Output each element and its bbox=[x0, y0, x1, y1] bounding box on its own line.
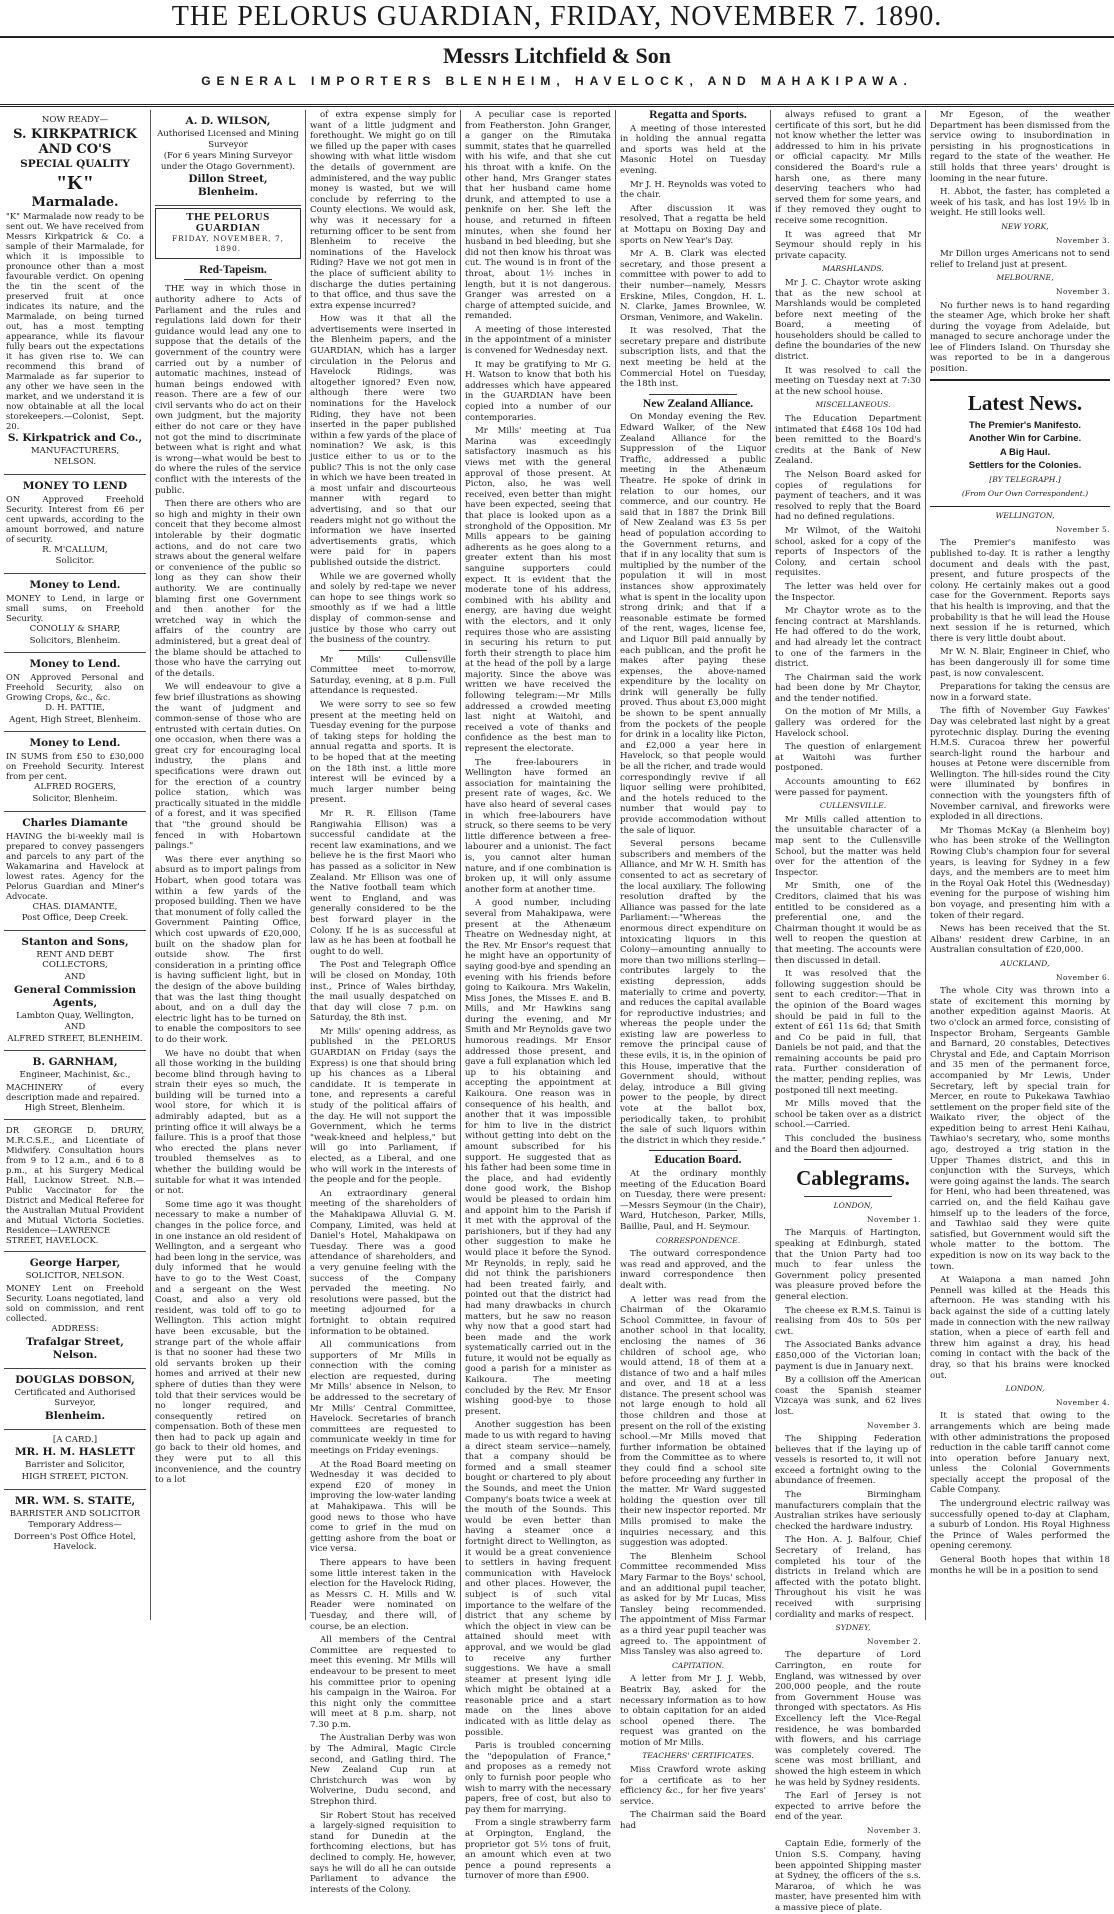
article-paragraph: How was it that all the advertisements were inserted in the Blenheim papers, and the GUARDIAN, which has a larger circulation in the Pelorus and Havelock Ridings, was altogether ignored? Even now, although there were two nominations for the Havelock Riding, they have not been inserted in the paper published within a few yards of the place of nomination? We ask, is this justice either to us or to the public? This is not the only case in which we have been treated in a most unfair and discourteous manner with regard to advertising, and so that our readers might not go without the information we have inserted advertisements gratis, which were paid for in papers published outside the district. bbox=[310, 314, 456, 568]
dateline-city: AUCKLAND, bbox=[1000, 958, 1050, 968]
subsection-label: CORRESPONDENCE. bbox=[655, 1235, 741, 1245]
ad-kicker: NOW READY— bbox=[41, 115, 109, 125]
ad-title: Money to Lend. bbox=[29, 578, 121, 591]
banner-firm-name: Messrs Litchfield & Son bbox=[443, 43, 671, 68]
ad-body: MACHINERY of every description made and repaired. bbox=[6, 1081, 144, 1102]
dateline-city: NEW YORK, bbox=[1001, 221, 1049, 231]
news-item: The Birmingham manufacturers complain that the Australian strikes have seriously checked the hardware industry. bbox=[775, 1490, 921, 1532]
news-item: The Associated Banks advance £850,000 of the Victorian loan; payment is due in January next. bbox=[775, 1340, 921, 1372]
dateline-date: November 5. bbox=[1055, 524, 1110, 534]
news-item: It was resolved that the following suggestion should be sent to each creditor:—That in the opinion of the Board wages should be paid in full to the extent of £61 11s 6d; that Smith and Co be paid in full, that Daniels be not paid, and that the remaining accounts be paid pro rata. Further consideration of the matter, pending replies, was postponed till next meeting. bbox=[775, 969, 921, 1096]
ad-wilson bbox=[155, 110, 301, 206]
ad-address-label: ADDRESS: bbox=[51, 1324, 99, 1335]
article-paragraph: Was there ever anything so absurd as to import palings from Hobart, when good totara was within a few yards of the proposed building. Then we have that monument of folly called the Government Painting Office, which cost upwards of £20,000, built on the shadow plan for outside show. The first consideration in a printing office is having sufficient light, but in the design of the above building that was the last thing thought about, and on a dull day the electric light has to be turned on to enable the compositors to see to do their work. bbox=[155, 854, 301, 1045]
ad-body: DR GEORGE D. DRURY, M.R.C.S.E., and Licentiate of Midwifery. Consultation hours from 9 to 12 a.m., and 6 to 8 p.m., at his Surgery Medical Hall, Lucknow Street. N.B.—Public Vaccinator for the District and Medical Referee for the Australian Mutual Provident and Mutual Victoria Societies. Residence—LAWRENCE STREET, HAVELOCK. bbox=[6, 1125, 144, 1246]
dateline-date: November 6. bbox=[1055, 972, 1110, 982]
news-item: A letter was read from the Chairman of the Okaramio School Committee, in favour of another school in that locality, enclosing the names of 36 children of school age, who would attend, 18 of them at a distance of two and a half miles and over, and 18 at a less distance. The present school was not large enough to hold all those children and those at present on the roll of the existing school.—Mr Mills moved that further information be obtained from the Committee as to where they could find a school site before proceeding any further in the matter. Mr Ward suggested holding the question over till their new inspector reported. Mr Mills promised to make the inquiries necessary, and this suggestion was adopted. bbox=[620, 1294, 766, 1549]
ad-place: Blenheim. bbox=[44, 1409, 106, 1422]
latest-news-header bbox=[930, 379, 1110, 508]
news-item: The Shipping Federation believes that if the laying up of vessels is resorted to, it will not exceed a fortnight owing to the abundance of freemen. bbox=[775, 1434, 921, 1487]
column-rule bbox=[305, 110, 306, 1620]
ad-title: B. GARNHAM, bbox=[32, 1056, 118, 1069]
ad-role: Authorised Licensed and Mining Surveyor bbox=[157, 129, 299, 150]
news-item: The whole City was thrown into a state of excitement this morning by another expedition against Maoris. At two o'clock an armed force, consisting of Inspector Broham, Sergeants Gamble and Barnard, 20 constables, Detectives Chrystal and Ede, and Captain Morrison and 35 men of the permanent force, accompanied by Mr Lewis, Under Secretary, left by special train for Mercer, en route to Pukekawa Tawhiao settlement on the proper field site of the Waikato river, the object of the expedition being to arrest Heni Kaihau, Tawhiao's secretary, who, some months ago, destroyed a trig station in the Upper Thames district, and this in conjunction with the Surveys, which were going against the lands. The search for Heni, who had been threatened, was carried on, and the field Kaihau gave himself up to the leaders of the force, and Tawhiao said they were quite satisfied, but Government would sift the whole matter to the bottom. The expedition is now on its way back to the town. bbox=[930, 986, 1110, 1272]
subsection-label: MARSHLANDS. bbox=[822, 264, 884, 274]
news-item: It was resolved to call the meeting on Tuesday next at 7:30 at the new school house. bbox=[775, 365, 921, 397]
news-item: Another suggestion has been made to us with regard to having a direct steam service—namely, that a company should be formed and a small steamer bought or chartered to ply about the Sounds, and meet the Union Company's boats twice a week at the mouth of the Sounds. This would be even better than having a steamer once a fortnight direct to Wellington, as it would be a great convenience to settlers in having frequent communication with Havelock and other places. However, the subject is of such vital importance to the welfare of the district that any scheme by which the object in view can be attained should meet with approval, and we would be glad to receive any further suggestions. We have a small steamer at present lying idle which might be obtained at a reasonable price and a start made on the lines above indicated with as little delay as possible. bbox=[465, 1420, 611, 1738]
ad-role: Certificated and Authorised Surveyor, bbox=[14, 1387, 136, 1409]
news-item: Mr Mills' meeting at Tua Marina was exceedingly satisfactory inasmuch as his views met with the general approval of those present. At Picton, also, he was well received, even better than might have been expected, seeing that that place is looked upon as a stronghold of the Opposition. Mr Mills appears to be gaining adherents as he goes along to a greater extent than his most sanguine supporters could expect. It is evident that the moderate tone of his address, combined with his ability and energy, are having due weight with the electors, and it only requires those who are assisting in securing his return to put forth their strength to place him at the head of the poll by a large majority. Since the above was written we have received the following telegram:—Mr Mills addressed a crowded meeting last night at Waitohi, and received a vote of thanks and confidence as the best man to represent the electorate. bbox=[465, 426, 611, 755]
paper-nameplate-date: FRIDAY, NOVEMBER, 7, 1890. bbox=[171, 233, 285, 254]
article-paragraph: THE way in which those in authority adhere to Acts of Parliament and the rules and regulations laid down for their guidance would lead any one to suppose that the details of the government of the country were carried out by a number of automatic machines, instead of human beings endowed with reason. There are a few of our civil servants who do act on their own judgment, but the majority either do not care or they have not got the mind to discriminate between what is right and what is wrong—what would be best to do where the rules of the service conflict with the interests of the public. bbox=[155, 284, 301, 496]
news-item: The departure of Lord Carrington, en route for England, was witnessed by over 200,000 people, and the route from Government House was thronged with spectators. As His Excellency left the Vice-Regal residence, he was bombarded with flowers, and his carriage was completely covered. The scene was most brilliant, and showed the high esteem in which he was held by Sydney residents. bbox=[775, 1650, 921, 1788]
section-headline: Education Board. bbox=[654, 1154, 742, 1167]
column-1-advertisements bbox=[4, 110, 146, 1620]
news-item: The Chairman said the Board had bbox=[620, 1810, 766, 1832]
news-item: At Waiapona a man named John Pennell was killed at the Heads this afternoon. He was standing with his back against the side of a cutting lately made in connection with the new railway station, when a piece of earth fell and threw him against a dray, his head coming in contact with the back of the dray, so that his brains were knocked out. bbox=[930, 1275, 1110, 1381]
ad-name: CONOLLY & SHARP, bbox=[29, 623, 121, 634]
ad-body: MONEY Lent on Freehold Security. Loans negotiated, land sold on commission, and rent collected. bbox=[6, 1283, 144, 1324]
ad-note: (For 6 years Mining Surveyor under the Otago Government). bbox=[160, 151, 296, 172]
news-item: Mr Wilmot, of the Waitohi school, asked for a copy of the reports of Inspectors of the Colony, and certain school requisites. bbox=[775, 525, 921, 579]
dateline-date: November 3. bbox=[866, 1825, 921, 1835]
news-item: A good number, including several from Mahakipawa, were present at the Athenæum Theatre on Wednesday night, at the Rev. Mr Ensor's request that he might have an opportunity of saying good-bye and spending an evening with his friends before going to Kaikoura. Mrs Wakelin, Miss Jones, the Misses E. and B. Mills, and Mr Hawkins sang during the evening, and Mr Smith and Mr Reynolds gave two humorous readings. Mr Ensor addressed those present, and gave a full explanation which led up to his obtaining and accepting the appointment at Kaikoura. One reason was in consequence of his health, and another that it was impossible for him to live in the district without getting into debt on the amount subscribed for his support. He suggested that as his father had been some time in the place, and had evidently done good work, the Bishop would be pleased to ordain him and appoint him to the Parish if it met with the approval of the parishioners, but if they had any other suggestion to make he would place it before the Synod. Mr Reynolds, in reply, said he did not think the parishioners had been treated fairly, and pointed out that the district had had many drawbacks in church matters, but he saw no reason why now that a good start had been made and the work systematically carried out in the future, it would not be equally as good a parish for a minister as Kaikoura. The meeting concluded by the Rev. Mr Ensor wishing good-bye to those present. bbox=[465, 898, 611, 1417]
news-item: The underground electric railway was successfully opened to-day at Clapham, a suburb of London. His Royal Highness the Prince of Wales performed the opening ceremony. bbox=[930, 1499, 1110, 1552]
ad-name: R. M'CALLUM, bbox=[42, 544, 108, 555]
article-headline: Red-Tapeism. bbox=[199, 263, 267, 276]
ad-subtitle: SPECIAL QUALITY bbox=[20, 157, 130, 170]
paper-nameplate-title: THE PELORUS GUARDIAN bbox=[186, 211, 270, 234]
news-item: The fifth of November Guy Fawkes' Day was celebrated last night by a great pyrotechnic display. During the evening H.M.S. Curacoa threw her powerful search-light round the harbour and houses at Petone were discernible from Wellington. The hill-sides round the City were illuminated by bonfires in connection with the youngsters fifth of November carnival, and fireworks were exploded in all directions. bbox=[930, 706, 1110, 823]
news-item: The Earl of Jersey is not expected to arrive before the end of the year. bbox=[775, 1791, 921, 1823]
ad-role: MANUFACTURERS, bbox=[30, 445, 120, 456]
news-item: A meeting of those interested in holding the annual regatta and sports was held at the Masonic Hotel on Tuesday evening. bbox=[620, 123, 766, 176]
article-paragraph: Some time ago it was thought necessary to make a number of changes in the police force, and in one instance an old resident of Wellington, and a sergeant who had been long in the service, was duly informed that he would have to go to the West Coast, and a sergeant on the West Coast, and also a very old resident, was told off to go to Wellington. This action might have been excusable, but the strange part of the whole affair is that no sooner had these two old servants broken up their homes and arrived at their new sphere of duties than they were told that their services would be no longer required, and consequently retired on compensation. Both of these men then had to pack up again and go back to their old homes, and they were put to all this inconvenience, and the country to a lot bbox=[155, 1199, 301, 1486]
news-item: The Marquis of Hartington, speaking at Edinburgh, stated that the Union Party had too much to fear unless the Government policy presented was pleasure proved before the general election. bbox=[775, 1228, 921, 1302]
news-item: On the motion of Mr Mills, a gallery was ordered for the Havelock school. bbox=[775, 707, 921, 739]
ad-title: MR. WM. S. STAITE, bbox=[14, 1494, 136, 1507]
news-item: The Chairman said the work had been done by Mr Chaytor, and the tender notified. bbox=[775, 672, 921, 704]
ad-place: NELSON. bbox=[53, 457, 97, 468]
news-item: Mr R. R. Ellison (Tame Rangiwahia Ellison) was a successful candidate at the recent law examinations, and we believe he is the first Maori who has passed as a solicitor in New Zealand. Mr Ellison was one of the Native football team which went to England, and was generally considered to be the best forward player in the Colony. If he is as successful at law as he has been at football he ought to do well. bbox=[310, 809, 456, 957]
news-item: The cheese ex R.M.S. Tainui is realising from 40s to 50s per cwt. bbox=[775, 1305, 921, 1337]
column-rule bbox=[925, 110, 926, 1620]
news-item: At the Road Board meeting on Wednesday it was decided to expend £20 of money in improving the low-water landing at Mahakipawa. This will be good news to those who have come to grief in the mud on getting ashore from the boat or vice versa. bbox=[310, 1459, 456, 1555]
news-item: The outward correspondence was read and approved, and the inward correspondence then dealt with. bbox=[620, 1249, 766, 1291]
ad-address: Dorreen's Post Office Hotel, Havelock. bbox=[14, 1531, 136, 1553]
news-item: Mr Mills' opening address, as published in the PELORUS GUARDIAN on Friday (says the Express) is one that should bring up his chances as a Liberal candidate. It is temperate in tone, and represents a careful study of the political affairs of the day. He will not support the Government, which he terms "weak-kneed and helpless," but will go into Parliament, if elected, as a Liberal, and one who will work in the interests of the people and for the people. bbox=[310, 1026, 456, 1186]
dateline-date: November 3. bbox=[866, 1420, 921, 1430]
news-item: All members of the Central Committee are requested to meet this evening. Mr Mills will endeavour to be present to meet his committee prior to opening his campaign in the Wairoa. For this night only the committee will meet at 8 p.m. sharp, not 7.30 p.m. bbox=[310, 1635, 456, 1730]
ad-money-conolly bbox=[4, 574, 146, 653]
news-item: Several persons became subscribers and members of the Alliance, and Mr W. H. Smith has consented to act as secretary of the local auxiliary. The following resolution drafted by the Alliance was passed for the late Parliament:—"Whereas the enormous direct expenditure on intoxicating liquors in this Colony—amounting annually to more than two millions sterling—contributes largely to the existing depression, adds materially to crime and poverty, and reduces the capital available for reproductive industries; and whereas the people under the existing law are powerless to remove the principal cause of these evils, it is, in the opinion of this House, imperative that the Government should, without delay, introduce a Bill giving power to the people, by direct vote at the ballot box, periodically taken, to prohibit the sale of such liquors within the district in which they reside." bbox=[620, 839, 766, 1146]
banner-subtitle: GENERAL IMPORTERS BLENHEIM, HAVELOCK, AND MAHAKIPAWA. bbox=[201, 74, 913, 88]
news-item: Mr Smith, one of the Creditors, claimed that his was entitled to be considered as a preferential one, and the Chairman thought it would be as well to reopen the question at that meeting. The accounts were then discussed in detail. bbox=[775, 881, 921, 966]
advertiser-banner bbox=[0, 42, 1114, 107]
news-item: The question of enlargement at Waitohi was further postponed. bbox=[775, 742, 921, 774]
news-item: Preparations for taking the census are now in a forward state. bbox=[930, 682, 1110, 703]
ad-firm: S. Kirkpatrick and Co., bbox=[7, 431, 143, 444]
news-item: On Monday evening the Rev. Edward Walker, of the New Zealand Alliance for the Suppression of the Liquor Traffic, addressed a public meeting in the Athenæum Theatre. He spoke of drink in relation to our homes, our commerce, and our country. He said that in 1887 the Drink Bill of New Zealand was £3 5s per head of population according to the Government returns, and that if in any locality that sum is multiplied by the number of the population it will in most instances show approximately what is spent in the locality upon strong drink; and that if a reasonable estimate be formed of the rent, wages, license fee, and Liquor Bill paid annually by each publican, and the profit he makes after paying these expenses, the above-named expenditure by the locality on drink will generally be fully proved. Thus about £3,000 might be shown to be spent annually from the pockets of the people for drink in a locality like Picton, and £2,000 a year here in Havelock, so that people would be all the richer, and trade would correspondingly revive if all liquor selling were prohibited, and the hotels reduced to the number that would pay to provide accommodation without the sale of liquor. bbox=[620, 412, 766, 836]
dateline-city: LONDON, bbox=[1005, 1384, 1045, 1394]
news-item: Mr W. N. Blair, Engineer in Chief, who has been dangerously ill for some time past, is now convalescent. bbox=[930, 647, 1110, 679]
ad-body: ON Approved Personal and Freehold Security, also on Growing Crops, &c., &c. bbox=[6, 672, 144, 703]
news-item: The Education Department intimated that £468 10s 10d had been remitted to the Board's credits at the Bank of New Zealand. bbox=[775, 414, 921, 467]
article-paragraph: We will endeavour to give a few brief illustrations as showing the want of judgment and common-sense of those who are entrusted with certain duties. On one occasion, when there was a great cry for encouraging local industry, the plans and specifications were drawn out for the erection of a country police station, which was practically situated in the middle of a forest, and it was specified that "the ground should be fenced in with Hobartown palings." bbox=[155, 682, 301, 852]
ad-role: Engineer, Machinist, &c., bbox=[19, 1070, 131, 1081]
dateline-city: WELLINGTON, bbox=[995, 511, 1055, 521]
news-item: The Australian Derby was won by The Admiral, Magic Circle second, and Gatling third. The New Zealand Cup run at Christchurch was won by Wolverine, Dudu second, and Strephon third. bbox=[310, 1733, 456, 1808]
dateline-date: November 2. bbox=[866, 1636, 921, 1646]
ad-card: [A CARD.] bbox=[52, 1434, 98, 1445]
ad-body: "K" Marmalade now ready to be sent out. We have received from Messrs Kirkpatrick & Co. a sample of their Marmalade, for which it is impossible to pronounce other than a most favourable verdict. On opening the tin the scent of the preserved fruit at once indicates its nature, and the Marmalade, on being turned out, has a most tempting appearance, while its flavour fully bears out the expectations it has given rise to. We can recommend this brand of Marmalade as far superior to any other we have seen in the market, and we understand it is now obtainable at all the local storekeepers.—Colonist, Sept. 20. bbox=[6, 210, 144, 431]
ad-emblem: "K" bbox=[56, 171, 94, 194]
column-rule bbox=[150, 110, 151, 1620]
dateline-date: November 3. bbox=[1055, 235, 1110, 245]
ad-role: SOLICITOR, NELSON. bbox=[25, 1271, 125, 1282]
latest-news-headline: Another Win for Carbine. bbox=[968, 433, 1082, 445]
subsection-label: TEACHERS' CERTIFICATES. bbox=[642, 1751, 754, 1761]
ad-title: George Harper, bbox=[29, 1257, 121, 1270]
news-item: Paris is troubled concerning the "depopulation of France," and proposes as a remedy not only to furnish poor people who wish to marry with the necessary papers, free of cost, but also to pay them for marrying. bbox=[465, 1741, 611, 1815]
news-item: Miss Crawford wrote asking for a certificate as to her efficiency &c., for her five years' service. bbox=[620, 1765, 766, 1807]
ad-title: A. D. WILSON, bbox=[185, 115, 271, 127]
article-paragraph: of extra expense simply for want of a little judgment and forethought. We might go on till we filled up the paper with cases showing with what little wisdom the details of government are administered, and the way public money is wasted, but we will conclude by referring to the County elections. We would ask, why was it necessary for a returning officer to be sent from Blenheim to receive the nominations of the Havelock Riding? Have we not got men in the place of sufficient ability to discharge the duties pertaining to that office, and thus save the extra expense incurred? bbox=[310, 110, 456, 311]
ad-role: Solicitors, Blenheim. bbox=[29, 635, 121, 646]
news-item: Mr Mills' Cullensville Committee meet to-morrow, Saturday, evening, at 8 p.m. Full attendance is requested. bbox=[310, 654, 456, 697]
dateline-city: MELBOURNE, bbox=[996, 273, 1054, 283]
news-item: Sir Robert Stout has received a largely-signed requisition to stand for Dunedin at the forthcoming elections, but has declined to comply. He, however, says he will do all he can outside Parliament to advance the interests of the Colony. bbox=[310, 1810, 456, 1895]
news-item: An extraordinary general meeting of the shareholders of the Mahakipawa Alluvial G. M. Company, Limited, was held at Daniel's Hotel, Mahakipawa on Tuesday. There was a good attendance of shareholders, and a very genuine feeling with the success of the Company pervaded the meeting. No resolutions were passed, but the meeting adjourned for a fortnight to obtain required information to be obtained. bbox=[310, 1188, 456, 1337]
article-paragraph: Then there are others who are so high and mighty in their own conceit that they become almost intolerable by their dogmatic actions, and do not care two straws about the general welfare or convenience of the public so long as they can show their authority. We are continually blaming first one Government and then another for the wretched way in which the affairs of the country are administered, but a great deal of the blame should be attached to those who have the carrying out of the details. bbox=[155, 499, 301, 679]
news-item: After discussion it was resolved, That a regatta be held at Mottapu on Boxing Day and sports on New Year's Day. bbox=[620, 203, 766, 246]
news-item: Mr J. C. Chaytor wrote asking that as the new school at Marshlands would be completed before next meeting of the Board, a meeting of householders should be called to define the boundaries of the new district. bbox=[775, 277, 921, 363]
news-item: always refused to grant a certificate of this sort, but he did not know whether the letter was addressed to him in his private or official capacity. Mr Mills considered the Board's rule a harsh one, as there many deserving teachers who had served them for some years, and if they removed they ought to receive some recognition. bbox=[775, 110, 921, 226]
news-item: The Blenheim School Committee recommended Miss Mary Farmar to the Boys' school, and an additional pupil teacher, as asked for by Mr Lucas, Miss Tansley being recommended. The appointment of Miss Farmar as a third year pupil teacher was agreed to. The appointment of Miss Tansley was also agreed to. bbox=[620, 1551, 766, 1658]
masthead bbox=[0, 0, 1114, 38]
ad-line: AND bbox=[64, 971, 86, 982]
correspondent-note: (From Our Own Correspondent.) bbox=[961, 488, 1089, 498]
news-item: Mr Thomas McKay (a Blenheim boy) who has been stroke of the Wellington Rowing Club's champion four for several years, is leaving for Sydney in a few days, and the members are to meet him in the Royal Oak Hotel this (Wednesday) evening for the purpose of wishing him bon voyage, and presenting him with a token of their regard. bbox=[930, 825, 1110, 921]
news-item: The Premier's manifesto was published to-day. It is rather a lengthy document and deals with the past, present, and future prospects of the colony. He certainly makes out a good case for the Government. Reports says that his health is improving, and that the probability is that he will lead the House next session if he is returned, which there is very little doubt about. bbox=[930, 538, 1110, 644]
latest-news-headline: The Premier's Manifesto. bbox=[968, 419, 1082, 431]
ad-address: High Street, Blenheim. bbox=[24, 1102, 126, 1113]
section-headline: Regatta and Sports. bbox=[649, 109, 747, 121]
latest-news-headline: A Big Haul. bbox=[999, 446, 1051, 458]
ad-diamante bbox=[4, 812, 146, 931]
ad-address: Dillon Street, Blenheim. bbox=[188, 173, 268, 199]
news-item: Captain Edie, formerly of the Union S.S. Company, having been appointed Shipping master at Sydney, the officers of the s.s. Mararoa, of which he was master, have presented him with a massive piece of plate. bbox=[775, 1839, 921, 1914]
news-item: Mr Mills moved that the school be taken over as a district school.—Carried. bbox=[775, 1099, 921, 1131]
article-paragraph: While we are governed wholly and solely by red-tape we never can hope to see things work so smoothly as if we had a little display of common-sense and justice by those who carry out the business of the country. bbox=[310, 571, 456, 646]
latest-news-headline: Settlers for the Colonies. bbox=[968, 460, 1082, 472]
column-rule bbox=[460, 110, 461, 1620]
column-5 bbox=[620, 109, 766, 1832]
news-item: From a single strawberry farm at Orpington, England, the proprietor got 5½ tons of fruit, an amount which even at two pence a pound represents a turnover of more than £900. bbox=[465, 1818, 611, 1882]
ad-money-mccallum bbox=[4, 475, 146, 574]
news-item: A letter from Mr J. J. Webb, Beatrix Bay, asked for the necessary information as to how to obtain capitation for an aided school opened there. The request was granted on the motion of Mr Mills. bbox=[620, 1674, 766, 1748]
news-item: Mr Dillon urges Americans not to send relief to Ireland just at present. bbox=[930, 249, 1110, 270]
ad-product: Marmalade. bbox=[31, 194, 119, 210]
news-item: The Nelson Board asked for copies of regulations for payment of teachers, and it was resolved to reply that the Board had no defined regulations. bbox=[775, 470, 921, 523]
news-item: The letter was held over for the Inspector. bbox=[775, 581, 921, 603]
paper-nameplate bbox=[155, 208, 301, 258]
ad-name: D. H. PATTIE, bbox=[45, 703, 105, 714]
dateline-date: November 3. bbox=[1055, 286, 1110, 296]
dateline-city: SYDNEY, bbox=[835, 1623, 871, 1633]
ad-name: CHAS. DIAMANTE, bbox=[32, 901, 118, 912]
subsection-label: MISCELLANEOUS. bbox=[815, 400, 891, 410]
dateline-city: LONDON, bbox=[833, 1201, 873, 1211]
news-item: News has been received that the St. Albans' resident drew Carbine, in an Australian consultation of £20,000. bbox=[930, 924, 1110, 956]
ad-line: RENT AND DEBT COLLECTORS, bbox=[36, 949, 114, 971]
news-item: No further news is to hand regarding the steamer Age, which broke her shaft during the voyage from Adelaide, but managed to secure anchorage under the lee of Flinders Island. On Thursday she was reported to be in a dangerous position. bbox=[930, 300, 1110, 375]
ad-title: MONEY TO LEND bbox=[22, 479, 128, 492]
column-3 bbox=[310, 110, 456, 1895]
ad-money-pattie bbox=[4, 653, 146, 732]
news-item: The Hon. A. J. Balfour, Chief Secretary of Ireland, has completed his tour of the districts in Ireland which are affected with the potato blight. Throughout his visit he was received with surprising cordiality and marks of respect. bbox=[775, 1535, 921, 1620]
news-item: It was agreed that Mr Seymour should reply in his private capacity. bbox=[775, 229, 921, 261]
ad-title: Stanton and Sons, bbox=[21, 935, 129, 948]
column-rule bbox=[615, 110, 616, 1620]
column-4 bbox=[465, 110, 611, 1882]
ad-address: Trafalgar Street, Nelson. bbox=[26, 1335, 124, 1361]
telegraph-note: [BY TELEGRAPH.] bbox=[989, 475, 1061, 485]
news-item: We were sorry to see so few present at the meeting held on Tuesday evening for the purpose of taking steps for holding the annual regatta and sports. It is to be hoped that at the meeting on the 18th inst. a little more interest will be evinced by a much larger number being present. bbox=[310, 700, 456, 806]
ad-marmalade bbox=[4, 110, 146, 475]
dateline-date: November 1. bbox=[866, 1214, 921, 1224]
ad-haslett bbox=[4, 1430, 146, 1490]
news-item: Mr J. H. Reynolds was voted to the chair. bbox=[620, 179, 766, 201]
ad-title: MR. H. M. HASLETT bbox=[14, 1446, 136, 1459]
ad-body: ON Approved Freehold Security. Interest from £6 per cent upwards, according to the amount borrowed, and nature of security. bbox=[6, 493, 144, 544]
ad-stanton bbox=[4, 931, 146, 1052]
news-item: Accounts amounting to £62 were passed for payment. bbox=[775, 777, 921, 798]
news-item: It was resolved, That the secretary prepare and distribute subscription lists, and that the next meeting be held at the Commercial Hotel on Tuesday, the 18th inst. bbox=[620, 326, 766, 390]
article-paragraph: We have no doubt that when all those working in the building become blind through having to strain their eyes so much, the building will be turned into a wool store, for which it is admirably adapted, but as a printing office it will always be a failure. This is a proof that those who erected the plans never troubled themselves as to whether the building would be suitable for what it was intended or not. bbox=[155, 1048, 301, 1197]
ad-title: Money to Lend. bbox=[29, 658, 121, 671]
news-item: Mr Mills called attention to the unsuitable character of a map sent to the Cullensville School, but the matter was held over for the attention of the Inspector. bbox=[775, 814, 921, 878]
ad-body: IN SUMS from £50 to £30,000 on Freehold Security. Interest from per cent. bbox=[6, 751, 144, 782]
ad-role: BARRISTER AND SOLICITOR bbox=[9, 1508, 141, 1519]
ad-address-label: Temporary Address— bbox=[28, 1520, 122, 1531]
ad-role: Solicitor. bbox=[55, 556, 95, 567]
news-item: Mr Chaytor wrote as to the fencing contract at Marshlands. He had offered to do the work, and had already let the contract to one of the farmers in the district. bbox=[775, 606, 921, 670]
ad-line: AND bbox=[64, 1022, 86, 1033]
ad-title: DOUGLAS DOBSON, bbox=[15, 1373, 135, 1386]
column-2 bbox=[155, 110, 301, 1620]
news-item: A peculiar case is reported from Featherston. John Granger, a ganger on the Rimutaka summit, states that he quarrelled with his wife, and that she cut his throat with a knife. On the other hand, Mrs Granger states that her husband came home drunk, and attempted to use a penknife on her. She left the house, and returned in fifteen minutes, when she found her husband in bed bleeding, but she did not then know his throat was cut. The wound is in front of the throat, about 1½ inches in length, but it is not dangerous. Granger was arrested on a charge of attempted suicide, and remanded. bbox=[465, 110, 611, 322]
news-item: By a collision off the American coast the Spanish steamer Vizcaya was sunk, and 62 lives lost. bbox=[775, 1375, 921, 1417]
ad-name: ALFRED ROGERS, bbox=[34, 782, 116, 793]
subsection-label: CULLENSVILLE. bbox=[819, 801, 887, 811]
ad-title: Money to Lend. bbox=[29, 737, 121, 750]
news-item: Mr A. B. Clark was elected secretary, and those present a committee with power to add to their number—namely, Messrs Erskine, Miles, Congdon, H. L. N. Clarke, James Brownlee, W. Orsman, Venimore, and Wakelin. bbox=[620, 249, 766, 323]
news-item: General Booth hopes that within 18 months he will be in a position to send bbox=[930, 1555, 1110, 1576]
news-item: It may be gratifying to Mr G. H. Watson to know that both his addresses which have appeared in the GUARDIAN have been copied into a number of our contemporaries. bbox=[465, 359, 611, 423]
ad-line: Lambton Quay, Wellington, bbox=[16, 1010, 134, 1021]
ad-drury bbox=[4, 1120, 146, 1252]
news-item: Mr Egeson, of the weather Department has been dismissed from the service owing to insubordination in persisting in his prognostications in regard to the state of the weather. He still holds that three years' drought is looming in the near future. bbox=[930, 110, 1110, 184]
news-item: It is stated that owing to the arrangements which are being made with other administrations the proposed reduction in the cable tariff cannot come into operation before January next, unless the Colonial Governments specially accept the proposal of the Cable Company. bbox=[930, 1411, 1110, 1496]
ad-line: ALFRED STREET, BLENHEIM. bbox=[7, 1033, 143, 1044]
ad-role: Agent, High Street, Blenheim. bbox=[9, 714, 141, 725]
news-item: The free-labourers in Wellington have formed an association for maintaining the present rate of wages, &c. We have also heard of several cases in which free-labourers have struck, so there seems to be very little difference between a free-labourer and a unionist. The fact is, you cannot alter human nature, and if one combination is broken up, it will only assume another form at another time. bbox=[465, 757, 611, 895]
news-item: The Post and Telegraph Office will be closed on Monday, 10th inst., Prince of Wales birthday, the mail usually despatched on that day will close 7 p.m. on Saturday, the 8th inst. bbox=[310, 960, 456, 1024]
ad-role: Barrister and Solicitor, bbox=[25, 1460, 125, 1471]
ad-staite bbox=[4, 1490, 146, 1559]
ad-body: MONEY to Lend, in large or small sums, on Freehold Security. bbox=[6, 592, 144, 623]
news-item: At the ordinary monthly meeting of the Education Board on Tuesday, there were present:—Messrs Seymour (in the Chair), Ward, Hutcheson, Parker, Mills, Baillie, Paul, and H. Seymour. bbox=[620, 1169, 766, 1232]
ad-role: Solicitor, Blenheim. bbox=[32, 793, 118, 804]
ad-line: General Commission Agents, bbox=[14, 983, 136, 1009]
dateline-date: November 4. bbox=[1055, 1397, 1110, 1407]
ad-address: HIGH STREET, PICTON. bbox=[21, 1472, 129, 1483]
subsection-label: CAPITATION. bbox=[672, 1660, 724, 1670]
section-headline-latest-news: Latest News. bbox=[967, 390, 1083, 415]
column-7 bbox=[930, 110, 1110, 1620]
section-headline: New Zealand Alliance. bbox=[642, 397, 754, 410]
column-rule bbox=[770, 110, 771, 1620]
newspaper-masthead-title: THE PELORUS GUARDIAN, FRIDAY, NOVEMBER 7. 1890. bbox=[171, 1, 943, 32]
ad-money-rogers bbox=[4, 732, 146, 811]
ad-body: HAVING the bi-weekly mail is prepared to convey passengers and parcels to any part of the Wakamarina and Havelock at lowest rates. Agency for the Pelorus Guardian and Miner's Advocate. bbox=[6, 830, 144, 901]
ad-title: Charles Diamante bbox=[22, 816, 128, 829]
ad-harper bbox=[4, 1252, 146, 1368]
ad-title: S. KIRKPATRICK AND CO'S bbox=[13, 126, 137, 157]
news-item: H. Abbot, the faster, has completed a week of his task, and has lost 19½ lb in weight. He still looks well. bbox=[930, 187, 1110, 219]
column-6 bbox=[775, 110, 921, 1914]
news-item: This concluded the business and the Board then adjourned. bbox=[775, 1134, 921, 1155]
section-headline-cablegrams: Cablegrams. bbox=[796, 1166, 910, 1191]
ad-role: Post Office, Deep Creek. bbox=[21, 913, 129, 924]
ad-garnham bbox=[4, 1051, 146, 1120]
news-item: All communications from supporters of Mr Mills in connection with the coming election are requested, during Mr Mills' absence in Nelson, to be addressed to the secretary of Mr Mills' Central Committee, Havelock. Secretaries of branch committees are requested to communicate weekly in time for meetings on Friday evenings. bbox=[310, 1340, 456, 1457]
news-item: There appears to have been some little interest taken in the election for the Havelock Riding, as Messrs C. H. Mills and W. Reader were nominated on Tuesday, and there will, of course, be an election. bbox=[310, 1557, 456, 1632]
news-item: A meeting of those interested in the appointment of a minister is convened for Wednesday next. bbox=[465, 324, 611, 357]
ad-dobson bbox=[4, 1369, 146, 1430]
